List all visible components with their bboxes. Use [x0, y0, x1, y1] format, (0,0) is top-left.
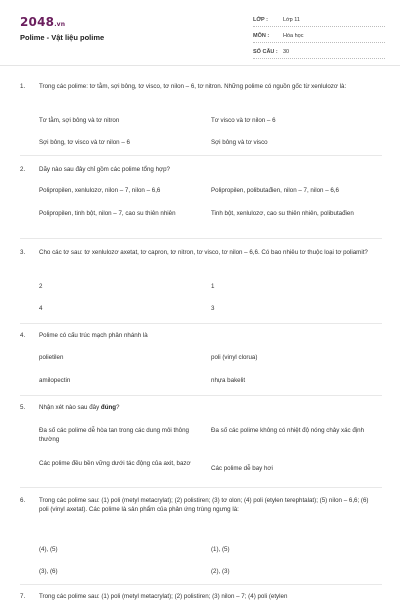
option-d[interactable]: 3 — [211, 305, 215, 312]
worksheet-meta — [253, 14, 385, 62]
option-a[interactable]: Polipropilen, xenlulozơ, nilon – 7, nilon – 6,6 — [39, 187, 161, 194]
meta-value: 30 — [283, 49, 290, 55]
option-c[interactable]: (3), (6) — [39, 568, 58, 575]
meta-count-row — [253, 46, 385, 59]
page-title: Polime - Vật liệu polime — [20, 33, 105, 42]
stem-text: Nhận xét nào sau đây — [39, 404, 101, 411]
question-number: 6. — [20, 497, 26, 504]
meta-label: LỚP : — [253, 17, 268, 23]
meta-label: MÔN : — [253, 33, 270, 39]
meta-label: SỐ CÂU : — [253, 49, 278, 55]
question-stem: Trong các polime sau: (1) poli (metyl metacrylat); (2) polistiren; (3) nilon – 7; (4) poli (etylen — [39, 593, 288, 600]
meta-class-row — [253, 14, 385, 27]
option-c[interactable]: Các polime đều bền vững dưới tác động của axit, bazơ — [39, 460, 191, 467]
option-b[interactable]: 1 — [211, 283, 215, 290]
brand-tld: .vn — [54, 21, 66, 28]
option-a[interactable]: Đa số các polime dễ hòa tan trong các dung môi thông thường — [39, 427, 189, 444]
option-b[interactable]: Polipropilen, polibutađien, nilon – 7, nilon – 6,6 — [211, 187, 339, 194]
option-d[interactable]: Các polime dễ bay hơi — [211, 465, 273, 472]
brand-name: 2048 — [20, 15, 55, 29]
question-number: 5. — [20, 404, 26, 411]
stem-text: ? — [116, 404, 120, 411]
option-c[interactable]: Polipropilen, tinh bột, nilon – 7, cao su thiên nhiên — [39, 210, 176, 217]
question-stem: Cho các tơ sau: tơ xenlulozơ axetat, tơ capron, tơ nitron, tơ visco, tơ nilon – 6,6. Có bao nhiêu tơ thuộc loại tơ poliamit? — [39, 249, 368, 256]
option-b[interactable]: poli (vinyl clorua) — [211, 354, 258, 361]
question-number: 2. — [20, 166, 26, 173]
worksheet-header — [0, 0, 400, 66]
question-number: 3. — [20, 249, 26, 256]
meta-subject-row — [253, 30, 385, 43]
option-a[interactable]: 2 — [39, 283, 43, 290]
option-d[interactable]: nhựa bakelit — [211, 377, 246, 384]
question-divider — [20, 487, 382, 488]
meta-value: Lớp 11 — [283, 17, 300, 23]
option-b[interactable]: Đa số các polime không có nhiệt độ nóng chảy xác định — [211, 427, 365, 434]
question-stem: Dãy nào sau đây chỉ gồm các polime tổng hợp? — [39, 166, 170, 173]
question-stem: Trong các polime sau: (1) poli (metyl metacrylat); (2) polistiren; (3) tơ olon; (4) poli (etylen terephtalat); (5) nilon – 6,6; (6) poli (vinyl axetat). Các polime là sản phẩm của phản ứng trùng ngưng là: — [39, 497, 369, 514]
question-number: 7. — [20, 593, 26, 600]
option-d[interactable]: Tinh bột, xenlulozơ, cao su thiên nhiên, polibutađien — [211, 210, 354, 217]
option-b[interactable]: (1), (5) — [211, 546, 230, 553]
meta-value: Hóa học — [283, 33, 304, 39]
option-b[interactable]: Tơ visco và tơ nilon – 6 — [211, 117, 276, 124]
question-divider — [20, 395, 382, 396]
stem-emphasis: đúng — [100, 404, 117, 411]
option-a[interactable]: Tơ tằm, sợi bông và tơ nitron — [39, 117, 120, 124]
option-a[interactable]: (4), (5) — [39, 546, 58, 553]
option-d[interactable]: (2), (3) — [211, 568, 230, 575]
option-a[interactable]: polietilen — [39, 354, 64, 361]
question-number: 1. — [20, 83, 26, 90]
option-c[interactable]: amilopectin — [39, 377, 71, 384]
question-number: 4. — [20, 332, 26, 339]
question-stem: Trong các polime: tơ tằm, sợi bông, tơ visco, tơ nilon – 6, tơ nitron. Những polime có nguồn gốc từ xenlulozơ là: — [39, 83, 347, 90]
question-divider — [20, 584, 382, 585]
question-divider — [20, 155, 382, 156]
option-d[interactable]: Sợi bông và tơ visco — [211, 139, 268, 146]
question-divider — [20, 323, 382, 324]
option-c[interactable]: Sợi bông, tơ visco và tơ nilon – 6 — [39, 139, 130, 146]
question-stem: Polime có cấu trúc mạch phân nhánh là — [39, 332, 148, 339]
question-stem — [39, 403, 379, 412]
brand-logo[interactable] — [20, 15, 65, 29]
option-c[interactable]: 4 — [39, 305, 43, 312]
question-divider — [20, 238, 382, 239]
